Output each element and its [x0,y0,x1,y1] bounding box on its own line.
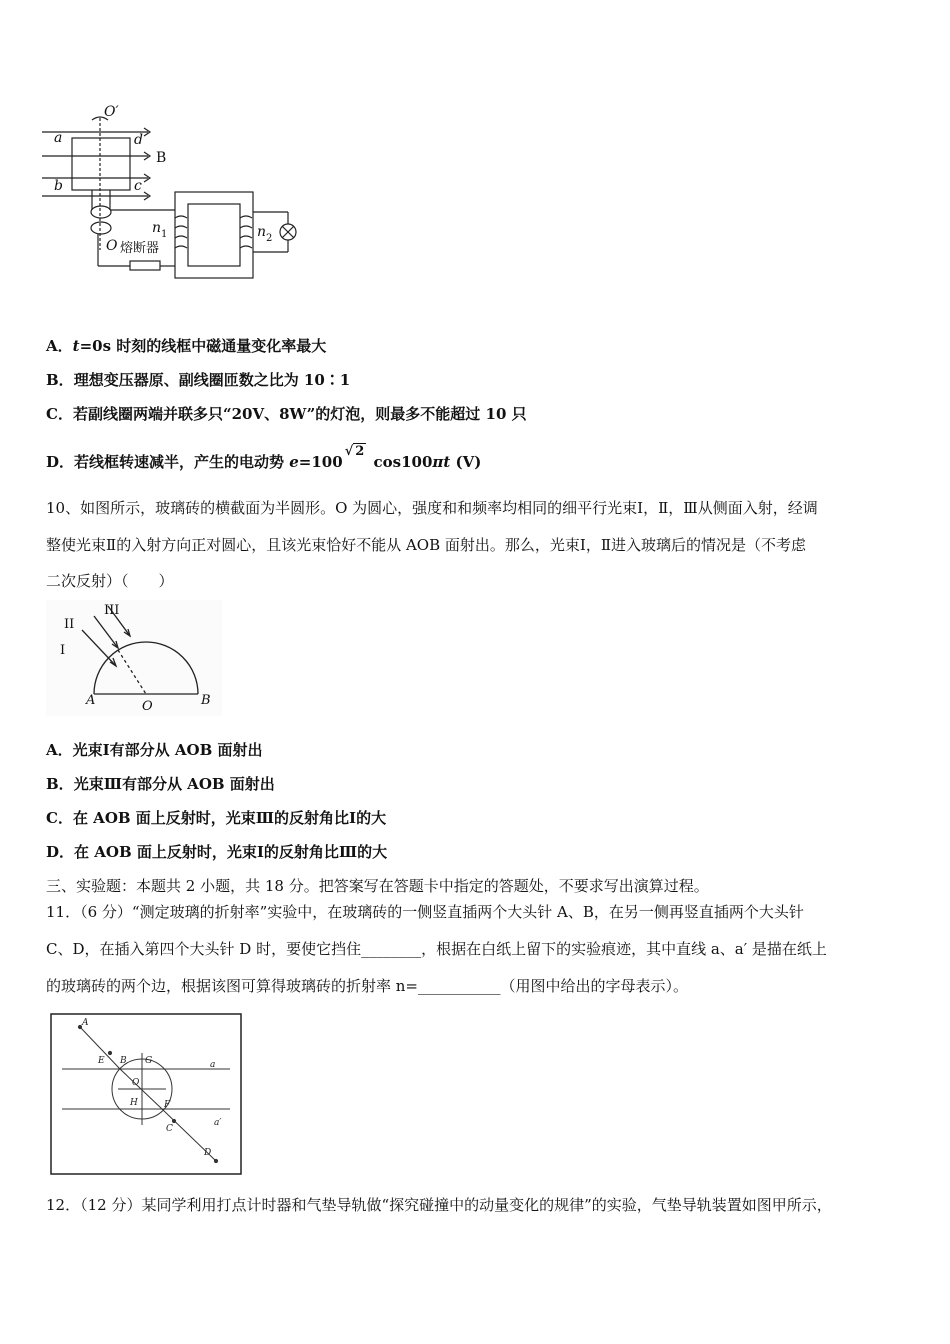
q9-option-a: A．t=0s 时刻的线框中磁通量变化率最大 [46,337,327,355]
figure-coil-transformer [40,100,310,290]
label-q11-G: G [145,1056,153,1066]
label-n2-sub: 2 [266,233,273,244]
q9-option-b: B．理想变压器原、副线圈匝数之比为 10∶1 [46,371,351,389]
q10-option-b: B．光束Ⅲ有部分从 AOB 面射出 [46,775,275,793]
label-n1: n [152,220,162,236]
label-B: B [201,693,211,708]
label-II: II [64,617,75,632]
q11-line-2: C、D，在插入第四个大头针 D 时，要使它挡住________，根据在白纸上留下的实验痕迹，其中直线 a、a′ 是描在纸上 [46,940,827,958]
q10-line-1: 10、如图所示，玻璃砖的横截面为半圆形。O 为圆心，强度和和频率均相同的细平行光束Ⅰ，Ⅱ，Ⅲ从侧面入射，经调 [46,499,818,517]
label-q11-a2: a′ [214,1118,222,1128]
label-q11-A: A [82,1018,89,1028]
q10-option-a: A．光束Ⅰ有部分从 AOB 面射出 [46,741,263,759]
label-q11-C: C [166,1124,173,1134]
label-n2: n [257,224,267,240]
q10-option-d: D．在 AOB 面上反射时，光束Ⅰ的反射角比Ⅲ的大 [46,843,388,861]
label-c: c [134,178,142,194]
label-a: a [54,130,63,146]
section3-heading: 三、实验题：本题共 2 小题，共 18 分。把答案写在答题卡中指定的答题处，不要求写出演算过程。 [46,877,709,895]
figure-refraction [50,1013,242,1175]
label-o: O [106,238,118,254]
q10-line-2: 整使光束Ⅱ的入射方向正对圆心，且该光束恰好不能从 AOB 面射出。那么，光束Ⅰ，Ⅱ进入玻璃后的情况是（不考虑 [46,536,807,554]
label-q11-B: B [120,1056,127,1066]
q12-line-1: 12．（12 分）某同学利用打点计时器和气垫导轨做“探究碰撞中的动量变化的规律”的实验，气垫导轨装置如图甲所示， [46,1196,832,1214]
label-b: b [54,178,63,194]
label-field-B: B [156,150,167,166]
label-q11-F: F [164,1100,171,1110]
q9-option-d: D．若线框转速减半，产生的电动势 e=100√ 2 cos100πt (V) [46,444,482,471]
label-q11-D: D [204,1148,212,1158]
q10-option-c: C．在 AOB 面上反射时，光束Ⅲ的反射角比Ⅰ的大 [46,809,387,827]
label-d: d [134,132,143,148]
label-q11-O: O [132,1078,140,1088]
label-I: I [60,643,66,658]
q9-option-c: C．若副线圈两端并联多只“20V、8W”的灯泡，则最多不能超过 10 只 [46,405,527,423]
label-n1-sub: 1 [161,229,168,240]
label-axis: O′ [104,104,119,120]
label-III: III [104,603,120,618]
label-q11-H: H [130,1098,138,1108]
label-fuse: 熔断器 [120,241,160,256]
figure-semicircle-glass [46,600,222,716]
q10-line-3: 二次反射）（ ） [46,572,174,590]
sqrt-symbol: √ 2 [344,444,365,459]
label-q11-E: E [98,1056,105,1066]
q11-line-1: 11．（6 分）“测定玻璃的折射率”实验中，在玻璃砖的一侧竖直插两个大头针 A、B，在另一侧再竖直插两个大头针 [46,903,804,921]
label-q11-a: a [210,1060,216,1070]
label-A: A [86,693,96,708]
label-O: O [142,699,153,714]
q11-line-3: 的玻璃砖的两个边，根据该图可算得玻璃砖的折射率 n=___________（用图中给出的字母表示）。 [46,977,689,995]
